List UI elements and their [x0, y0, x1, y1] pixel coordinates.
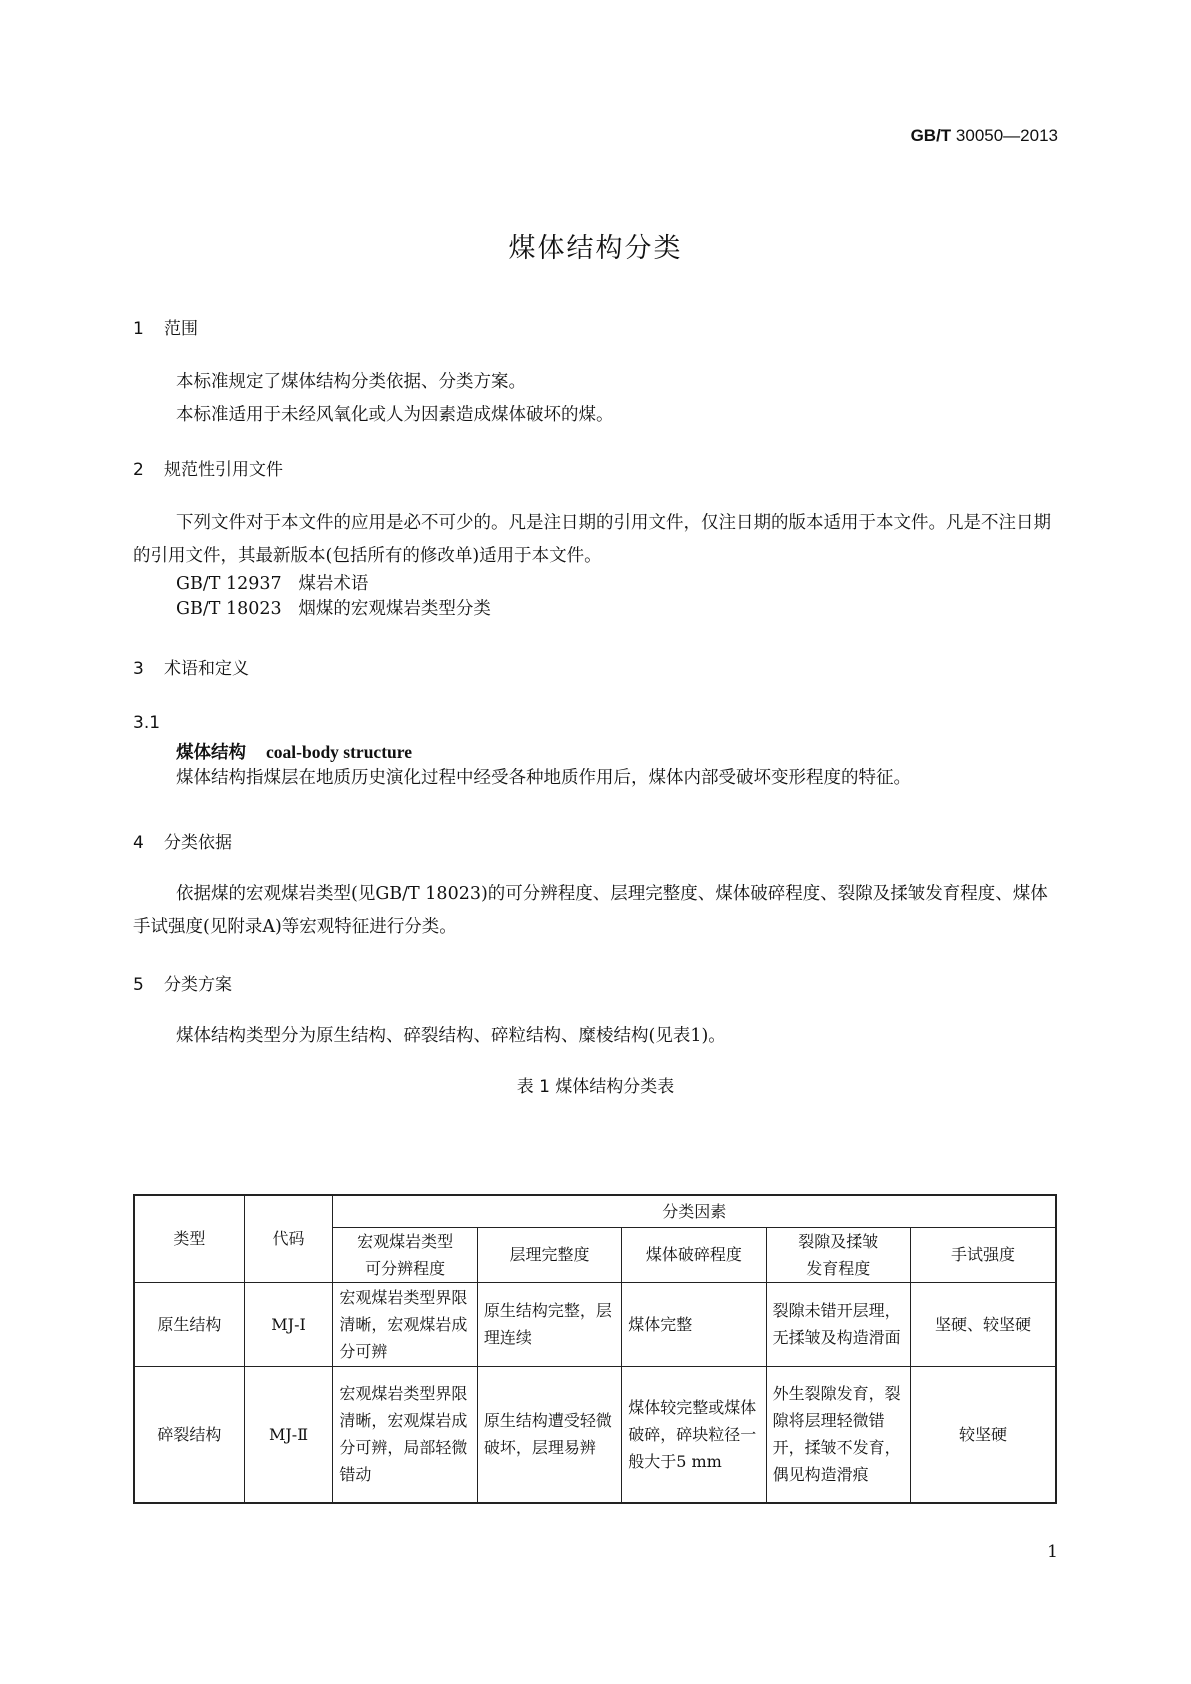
section-number: 1	[133, 319, 144, 339]
section-4-heading	[133, 828, 232, 853]
section-title: 规范性引用文件	[164, 460, 283, 480]
paragraph: 本标准适用于未经风氧化或人为因素造成煤体破坏的煤。	[176, 405, 614, 425]
cell-type: 碎裂结构	[134, 1366, 244, 1503]
cell-type: 原生结构	[134, 1282, 244, 1366]
header-type: 类型	[134, 1195, 244, 1282]
classification-table	[133, 1194, 1057, 1504]
reference-name: 煤岩术语	[298, 574, 369, 594]
section-number: 3	[133, 659, 144, 679]
section-1-heading	[133, 314, 198, 339]
paragraph: 煤体结构指煤层在地质历史演化过程中经受各种地质作用后，煤体内部受破坏变形程度的特征。	[176, 768, 911, 788]
paragraph: 煤体结构类型分为原生结构、碎裂结构、碎粒结构、糜棱结构(见表1)。	[176, 1026, 726, 1046]
reference-code: GB/T 12937	[176, 574, 282, 594]
section-4-body	[133, 878, 1058, 944]
header-col-1: 宏观煤岩类型 可分辨程度	[333, 1227, 477, 1282]
section-3-heading	[133, 654, 249, 679]
page-number: 1	[1047, 1542, 1058, 1562]
standard-code: 30050—2013	[955, 126, 1058, 145]
table-row	[134, 1366, 1056, 1503]
paragraph: 依据煤的宏观煤岩类型(见GB/T 18023)的可分辨程度、层理完整度、煤体破碎程度、裂隙及揉皱发育程度、煤体手试强度(见附录A)等宏观特征进行分类。	[133, 884, 1048, 937]
header-col-2: 层理完整度	[477, 1227, 621, 1282]
paragraph: 下列文件对于本文件的应用是必不可少的。凡是注日期的引用文件，仅注日期的版本适用于本文件。凡是不注日期的引用文件，其最新版本(包括所有的修改单)适用于本文件。	[133, 513, 1051, 566]
term-heading	[176, 739, 412, 764]
header-col-5: 手试强度	[910, 1227, 1056, 1282]
header-col-4: 裂隙及揉皱 发育程度	[766, 1227, 910, 1282]
section-5-body	[133, 1020, 1058, 1053]
section-2-heading	[133, 455, 283, 480]
section-title: 分类方案	[164, 975, 232, 995]
section-title: 范围	[164, 319, 198, 339]
reference-code: GB/T 18023	[176, 599, 282, 619]
cell: 宏观煤岩类型界限清晰，宏观煤岩成分可辨	[333, 1282, 477, 1366]
reference-2	[176, 595, 491, 620]
cell: 原生结构完整，层理连续	[477, 1282, 621, 1366]
section-5-heading	[133, 970, 232, 995]
cell: 外生裂隙发育，裂隙将层理轻微错开，揉皱不发育，偶见构造滑痕	[766, 1366, 910, 1503]
term-english: coal-body structure	[266, 742, 412, 762]
cell-code: MJ-Ⅱ	[244, 1366, 333, 1503]
cell: 煤体较完整或煤体破碎，碎块粒径一般大于5 mm	[622, 1366, 766, 1503]
section-2-intro	[133, 507, 1058, 573]
reference-name: 烟煤的宏观煤岩类型分类	[298, 599, 491, 619]
cell-code: MJ-Ⅰ	[244, 1282, 333, 1366]
header-col-3: 煤体破碎程度	[622, 1227, 766, 1282]
cell: 裂隙未错开层理，无揉皱及构造滑面	[766, 1282, 910, 1366]
section-number: 2	[133, 460, 144, 480]
cell: 原生结构遭受轻微破坏，层理易辨	[477, 1366, 621, 1503]
table-row	[134, 1282, 1056, 1366]
cell: 坚硬、较坚硬	[910, 1282, 1056, 1366]
section-number: 5	[133, 975, 144, 995]
section-number: 4	[133, 833, 144, 853]
cell: 宏观煤岩类型界限清晰，宏观煤岩成分可辨，局部轻微错动	[333, 1366, 477, 1503]
reference-1	[176, 570, 368, 595]
header-factors: 分类因素	[333, 1195, 1056, 1227]
section-1-body	[133, 366, 1058, 432]
section-title: 术语和定义	[164, 659, 249, 679]
section-title: 分类依据	[164, 833, 232, 853]
table-header-row	[134, 1195, 1056, 1227]
term-chinese: 煤体结构	[176, 743, 246, 763]
table-caption: 表 1 煤体结构分类表	[516, 1077, 675, 1097]
standard-prefix: GB/T	[910, 126, 952, 145]
subsection-number: 3.1	[133, 713, 161, 733]
standard-number	[911, 126, 1058, 146]
header-code: 代码	[244, 1195, 333, 1282]
paragraph: 本标准规定了煤体结构分类依据、分类方案。	[176, 372, 526, 392]
document-title: 煤体结构分类	[508, 233, 683, 264]
cell: 较坚硬	[910, 1366, 1056, 1503]
cell: 煤体完整	[622, 1282, 766, 1366]
term-definition	[133, 762, 1058, 795]
